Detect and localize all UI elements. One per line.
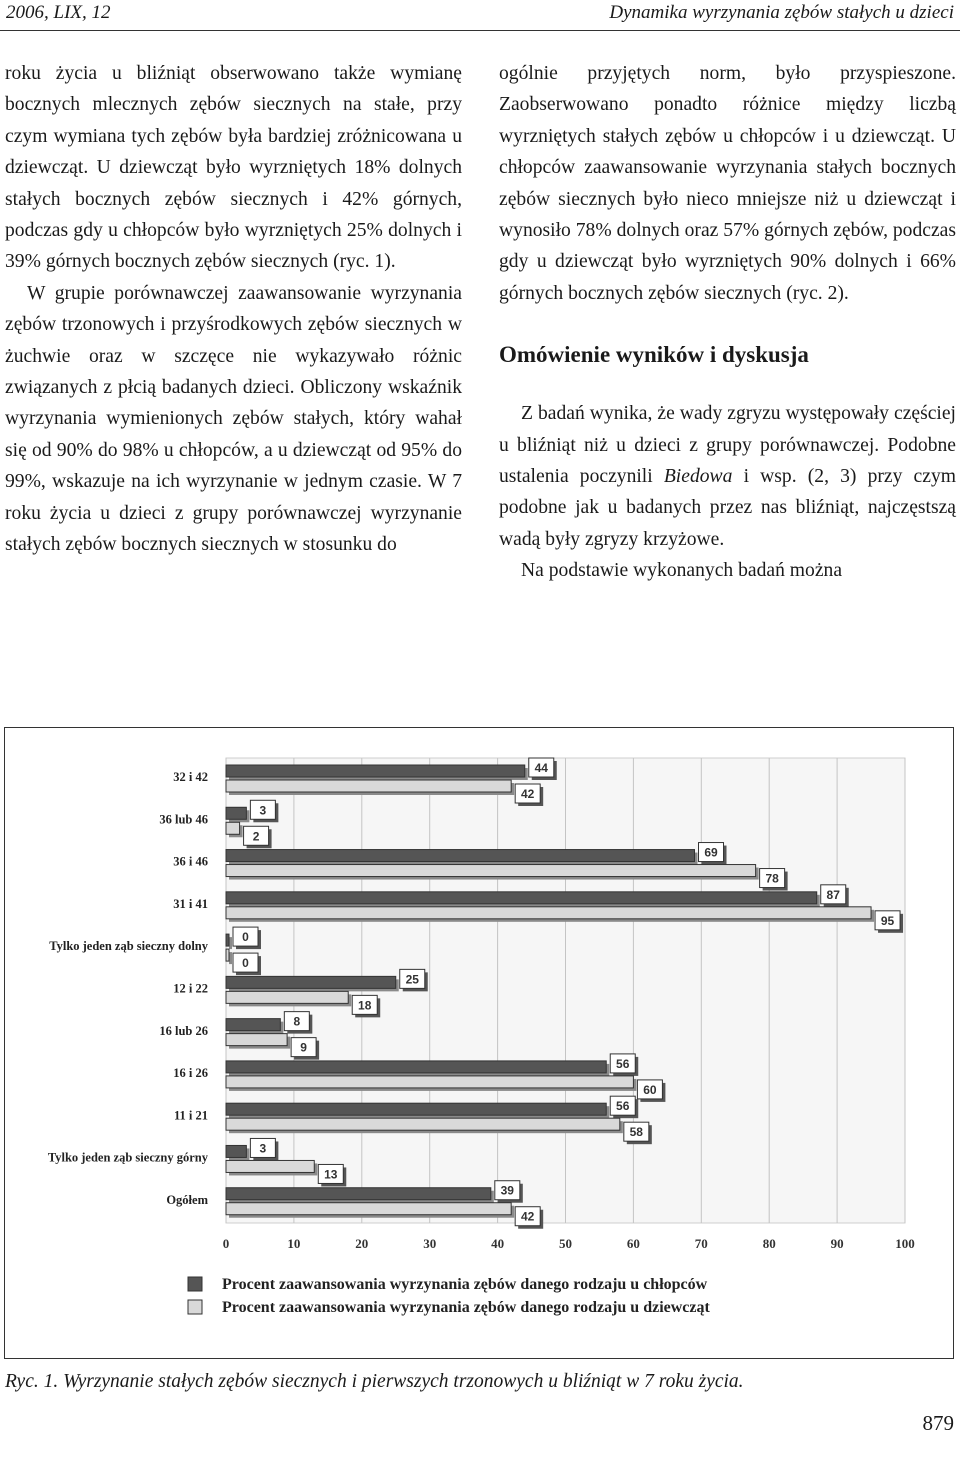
data-label: 3 (259, 803, 267, 818)
paragraph: ogólnie przyjętych norm, było przyspieszone. Zaobserwowano ponadto różnice między liczbą wyrzniętych stałych zębów u chłopców i u dziewcząt. U chłopców zaawansowanie wyrzynania stałych bocznych zębów siecznych było nieco mniejsze niż u dziewcząt i wynosiło 78% dolnych oraz 57% górnych zębów, podczas gdy u dziewcząt było wyrzniętych 90% dolnych i 66% górnych bocznych zębów siecznych (ryc. 2). (499, 63, 956, 304)
bar-girls (226, 949, 229, 961)
page-number: 879 (922, 1411, 954, 1435)
data-label: 18 (358, 998, 372, 1013)
data-label: 8 (293, 1014, 301, 1029)
category-label: 16 i 26 (173, 1066, 208, 1081)
bar-boys (226, 850, 695, 862)
data-label: 13 (324, 1167, 338, 1182)
article-short-title: Dynamika wyrzynania zębów stałych u dzieci (609, 2, 954, 23)
data-label: 25 (405, 972, 419, 987)
legend-label: Procent zaawansowania wyrzynania zębów danego rodzaju u dziewcząt (222, 1299, 710, 1316)
category-label: Ogółem (166, 1192, 208, 1207)
bar-girls (226, 1118, 620, 1130)
data-label: 87 (826, 887, 840, 902)
x-tick-label: 30 (423, 1236, 437, 1251)
x-tick-label: 80 (762, 1236, 776, 1251)
right-column (499, 58, 956, 587)
category-label: 36 lub 46 (159, 812, 208, 827)
bar-girls (226, 822, 240, 834)
x-tick-label: 20 (355, 1236, 369, 1251)
running-head (0, 0, 960, 31)
bar-girls (226, 1076, 633, 1088)
data-label: 78 (765, 871, 779, 886)
data-label: 0 (242, 956, 249, 971)
data-label: 2 (252, 829, 260, 844)
bar-boys (226, 976, 396, 988)
legend-swatch (188, 1300, 202, 1314)
data-label: 39 (500, 1183, 514, 1198)
data-label: 42 (521, 787, 535, 801)
x-tick-label: 100 (895, 1236, 915, 1251)
bar-boys (226, 1103, 606, 1115)
x-tick-label: 0 (222, 1236, 230, 1251)
x-tick-label: 10 (287, 1236, 301, 1251)
bar-girls (226, 907, 871, 919)
category-label: 11 i 21 (173, 1108, 208, 1123)
paragraph-text: Z badań wynika, że wady zgryzu występowały częściej u bliźniąt niż u dzieci z grupy porównawczej. Podobne ustalenia poczynili (499, 403, 956, 488)
bar-boys (226, 807, 246, 819)
section-heading: Omówienie wyników i dyskusja (499, 342, 809, 368)
author-name: Biedowa (663, 466, 733, 488)
bar-girls (226, 1160, 314, 1172)
category-label: Tylko jeden ząb sieczny górny (47, 1150, 208, 1165)
data-label: 0 (242, 930, 249, 945)
bar-chart (5, 728, 952, 1357)
x-tick-label: 40 (491, 1236, 505, 1251)
bar-boys (226, 892, 817, 904)
journal-issue: 2006, LIX, 12 (6, 2, 111, 23)
data-label: 58 (629, 1125, 643, 1140)
bar-boys (226, 1061, 606, 1073)
category-label: 12 i 22 (173, 981, 208, 996)
bar-girls (226, 991, 348, 1003)
bar-boys (226, 1188, 491, 1200)
x-tick-label: 50 (559, 1236, 572, 1251)
bar-boys (226, 1019, 280, 1031)
x-tick-label: 60 (626, 1236, 640, 1251)
paragraph: Na podstawie wykonanych badań można (521, 560, 843, 582)
bar-boys (226, 934, 229, 946)
paragraph: roku życia u bliźniąt obserwowano także wymianę bocznych mlecznych zębów siecznych na stałe, przy czym wymiana tych zębów była bardziej zróżnicowana u dziewcząt. U dziewcząt było wyrzniętych 18% dolnych stałych bocznych zębów siecznych i 42% górnych, podczas gdy u chłopców było wyrzniętych 25% dolnych i 39% górnych bocznych zębów siecznych (ryc. 1). (5, 63, 462, 273)
data-label: 60 (643, 1082, 657, 1097)
data-label: 56 (616, 1056, 630, 1071)
bar-girls (226, 1034, 287, 1046)
category-label: 32 i 42 (173, 770, 208, 785)
bar-girls (226, 865, 756, 877)
left-column (5, 58, 462, 561)
data-label: 95 (880, 913, 895, 928)
paragraph (499, 398, 956, 555)
x-tick-label: 70 (694, 1236, 708, 1251)
data-label: 42 (521, 1209, 535, 1224)
bar-boys (226, 1145, 246, 1157)
data-label: 9 (300, 1040, 307, 1055)
data-label: 44 (534, 761, 548, 775)
paragraph: W grupie porównawczej zaawansowanie wyrzynania zębów trzonowych i przyśrodkowych zębów siecznych w żuchwie oraz w szczęce nie wykazywało różnic związanych z płcią badanych dzieci. Obliczony wskaźnik wyrzynania wymienionych zębów stałych, który wahał się od 90% do 98% u chłopców, a u dziewcząt od 95% do 99%, wskazuje na ich wyrzynanie w jednym czasie. W 7 roku życia u dzieci z grupy porównawczej wyrzynanie stałych zębów bocznych siecznych w stosunku do (5, 282, 462, 556)
category-label: 36 i 46 (173, 854, 208, 869)
figure-caption: Ryc. 1. Wyrzynanie stałych zębów siecznych i pierwszych trzonowych u bliźniąt w 7 roku życia. (5, 1371, 744, 1392)
category-label: 16 lub 26 (159, 1023, 208, 1038)
bar-girls (226, 1203, 511, 1215)
legend-label: Procent zaawansowania wyrzynania zębów danego rodzaju u chłopców (222, 1276, 708, 1293)
bar-boys (226, 765, 525, 777)
category-label: 31 i 41 (173, 896, 208, 911)
paragraph-text: i wsp. (2, 3) przy czym podobne jak u badanych przez nas bliźniąt, najczęstszą wadą były zgryzy krzyżowe. (499, 466, 956, 550)
data-label: 69 (704, 845, 718, 860)
figure-frame (4, 727, 954, 1359)
bar-girls (226, 780, 511, 792)
x-tick-label: 90 (830, 1236, 844, 1251)
data-label: 56 (616, 1099, 630, 1114)
legend-swatch (188, 1277, 202, 1291)
category-label: Tylko jeden ząb sieczny dolny (49, 939, 208, 954)
data-label: 3 (259, 1141, 267, 1156)
